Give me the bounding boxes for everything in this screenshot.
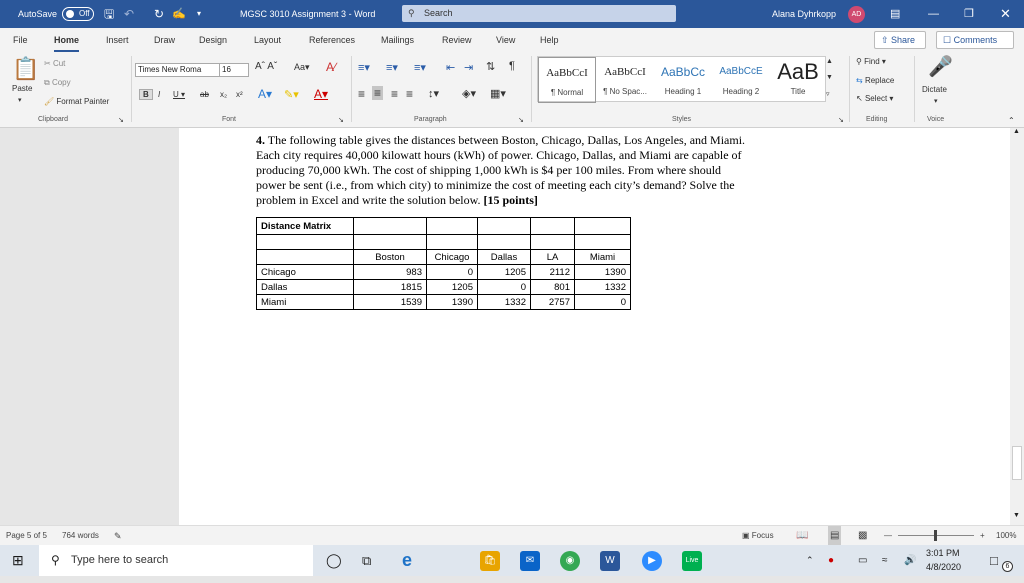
read-mode-icon[interactable]: 📖 <box>796 530 809 541</box>
microphone-icon[interactable]: 🎤 <box>928 56 953 78</box>
tab-references[interactable]: References <box>309 35 356 45</box>
column-header[interactable]: Boston <box>354 250 427 265</box>
title-bar <box>0 0 1024 28</box>
word-count[interactable]: 764 words <box>62 531 99 540</box>
table-cell[interactable]: 1539 <box>354 295 427 310</box>
align-right-icon[interactable]: ≡ <box>391 87 399 101</box>
bullets-icon[interactable]: ≡▾ <box>358 62 370 74</box>
style-no-spacing[interactable]: AaBbCcI ¶ No Spac... <box>603 66 647 96</box>
subscript-button[interactable]: x₂ <box>220 90 228 99</box>
search-placeholder: Search <box>424 8 453 18</box>
table-header-row <box>257 250 631 265</box>
table-cell[interactable]: 2757 <box>531 295 575 310</box>
security-tray-icon[interactable]: ● <box>828 555 835 566</box>
avatar[interactable]: AD <box>848 6 865 23</box>
chrome-icon[interactable]: ◉ <box>560 551 580 571</box>
taskbar-search-placeholder: Type here to search <box>71 554 169 566</box>
font-size-input[interactable]: 16 <box>219 63 249 77</box>
autosave-toggle[interactable] <box>62 7 94 21</box>
font-color-icon[interactable]: A▾ <box>314 87 329 101</box>
table-cell[interactable]: 1205 <box>478 265 531 280</box>
question-points: [15 points] <box>483 193 538 207</box>
tab-view[interactable]: View <box>496 35 516 45</box>
table-cell[interactable]: 983 <box>354 265 427 280</box>
table-cell[interactable] <box>531 218 575 235</box>
windows-start-icon[interactable]: ⊞ <box>12 552 24 568</box>
align-center-icon[interactable]: ≡ <box>374 86 382 100</box>
brush-icon: 🖌 <box>44 97 57 106</box>
search-box[interactable] <box>402 5 676 22</box>
column-header[interactable]: Dallas <box>478 250 531 265</box>
status-bar <box>0 525 1024 545</box>
wifi-icon[interactable]: ≈ <box>882 555 888 566</box>
tab-file[interactable]: File <box>13 35 28 45</box>
italic-button[interactable]: I <box>158 90 161 99</box>
style-title[interactable]: AaB Title <box>777 59 819 96</box>
table-cell[interactable]: 1332 <box>575 280 631 295</box>
voice-group-label: Voice <box>927 116 945 123</box>
font-launcher-icon[interactable]: ↘ <box>338 117 344 124</box>
scroll-down-icon[interactable]: ▼ <box>1013 512 1020 519</box>
underline-button[interactable]: U ▾ <box>173 90 186 99</box>
scroll-up-icon[interactable]: ▲ <box>1013 128 1020 135</box>
tab-insert[interactable]: Insert <box>106 35 129 45</box>
share-icon: ⇧ <box>881 35 892 45</box>
styles-scroll-up-icon[interactable]: ▲ <box>826 58 833 65</box>
column-header[interactable]: Chicago <box>427 250 478 265</box>
table-cell[interactable]: 2112 <box>531 265 575 280</box>
align-left-icon[interactable]: ≡ <box>358 87 366 101</box>
table-cell[interactable] <box>257 235 354 250</box>
format-painter-button[interactable]: 🖌 Format Painter <box>44 97 110 106</box>
copy-icon: ⧉ <box>44 78 52 87</box>
shading-icon[interactable]: ◈▾ <box>462 88 476 100</box>
volume-icon[interactable]: 🔊 <box>904 555 917 566</box>
divider <box>849 56 850 122</box>
grow-font-icon[interactable]: Aˆ Aˇ <box>255 61 278 72</box>
save-icon[interactable]: 🖫 <box>104 7 115 21</box>
table-cell[interactable]: 1390 <box>427 295 478 310</box>
superscript-button[interactable]: x² <box>236 90 243 99</box>
table-row <box>257 295 631 310</box>
dictate-dropdown-icon[interactable]: ▾ <box>934 98 938 105</box>
table-cell[interactable]: 0 <box>427 265 478 280</box>
tab-help[interactable]: Help <box>540 35 559 45</box>
table-row <box>257 235 631 250</box>
document-title: MGSC 3010 Assignment 3 - Word <box>240 9 376 19</box>
styles-launcher-icon[interactable]: ↘ <box>838 117 844 124</box>
divider <box>531 56 532 122</box>
restore-icon[interactable]: ❐ <box>964 8 974 20</box>
editing-group-label: Editing <box>866 116 888 123</box>
vertical-scrollbar[interactable] <box>1010 128 1024 525</box>
clock-date[interactable]: 4/8/2020 <box>926 562 962 572</box>
collapse-ribbon-icon[interactable]: ⌃ <box>1008 116 1015 125</box>
replace-button[interactable]: ⇆ Replace <box>856 76 895 85</box>
table-cell[interactable] <box>354 235 427 250</box>
taskbar-search-box[interactable] <box>39 545 313 576</box>
table-row <box>257 265 631 280</box>
table-cell[interactable] <box>575 218 631 235</box>
mail-icon[interactable]: ✉ <box>520 551 540 571</box>
cursor-icon: ↖ <box>856 94 865 103</box>
tab-review[interactable]: Review <box>442 35 472 45</box>
divider <box>351 56 352 122</box>
question-paragraph[interactable] <box>256 133 746 208</box>
focus-button[interactable]: ▣ Focus <box>742 531 774 540</box>
ribbon-tabs <box>0 28 1024 52</box>
table-cell[interactable]: 0 <box>478 280 531 295</box>
find-icon: ⚲ <box>856 57 865 66</box>
bold-button[interactable]: B <box>139 89 153 100</box>
font-group-label: Font <box>222 116 237 123</box>
style-normal[interactable]: AaBbCcI ¶ Normal <box>538 57 596 103</box>
focus-icon: ▣ <box>742 531 752 540</box>
highlight-icon[interactable]: ✎▾ <box>284 89 299 101</box>
table-row <box>257 218 631 235</box>
row-header[interactable]: Dallas <box>257 280 354 295</box>
numbering-icon[interactable]: ≡▾ <box>386 62 398 74</box>
cortana-icon[interactable]: ◯ <box>326 552 342 568</box>
share-label: Share <box>891 35 916 45</box>
zoom-level[interactable]: 100% <box>996 531 1017 540</box>
justify-icon[interactable]: ≡ <box>406 87 414 101</box>
print-layout-icon[interactable]: ▤ <box>828 526 841 546</box>
style-heading-1[interactable]: AaBbCc Heading 1 <box>660 65 706 96</box>
table-cell[interactable] <box>427 218 478 235</box>
table-cell[interactable]: 1332 <box>478 295 531 310</box>
borders-icon[interactable]: ▦▾ <box>490 88 506 100</box>
decrease-indent-icon[interactable]: ⇤ <box>446 62 456 74</box>
comments-label: Comments <box>953 35 998 45</box>
row-header[interactable]: Chicago <box>257 265 354 280</box>
multilevel-list-icon[interactable]: ≡▾ <box>414 62 426 74</box>
tab-home[interactable]: Home <box>54 28 79 52</box>
redo-icon[interactable]: ↻ <box>154 7 165 21</box>
table-cell[interactable]: 1390 <box>575 265 631 280</box>
divider <box>914 56 915 122</box>
comments-button[interactable] <box>936 31 1014 49</box>
customize-toolbar-icon[interactable]: ▾ <box>197 9 202 18</box>
ribbon <box>0 52 1024 128</box>
paste-label[interactable]: Paste <box>12 84 33 93</box>
paragraph-group-label: Paragraph <box>414 116 447 123</box>
table-title-cell[interactable]: Distance Matrix <box>257 218 354 235</box>
autosave-label: AutoSave <box>18 9 58 19</box>
tab-layout[interactable]: Layout <box>254 35 282 45</box>
tray-overflow-icon[interactable]: ⌃ <box>806 555 814 565</box>
ribbon-display-icon[interactable]: ▤ <box>890 8 901 20</box>
task-view-icon[interactable]: ⧉ <box>362 553 372 568</box>
edge-icon[interactable]: e <box>402 550 413 570</box>
table-cell[interactable] <box>531 235 575 250</box>
table-cell[interactable] <box>427 235 478 250</box>
close-icon[interactable]: ✕ <box>1000 6 1011 21</box>
zoom-app-icon[interactable]: ▶ <box>642 551 662 571</box>
styles-scroll-down-icon[interactable]: ▼ <box>826 74 833 81</box>
autosave-state: Off <box>79 9 90 18</box>
paragraph-launcher-icon[interactable]: ↘ <box>518 117 524 124</box>
search-icon: ⚲ <box>51 553 60 567</box>
paste-icon[interactable]: 📋 <box>12 56 40 81</box>
touch-mode-icon[interactable]: ✍ <box>172 8 186 20</box>
font-name-input[interactable]: Times New Roma <box>135 63 220 77</box>
styles-group-label: Styles <box>672 116 692 123</box>
cut-button[interactable]: ✂ Cut <box>44 59 66 68</box>
store-icon[interactable]: 🛍 <box>480 551 500 571</box>
table-cell[interactable]: 1205 <box>427 280 478 295</box>
dictate-label[interactable]: Dictate <box>922 85 947 94</box>
notification-badge: 6 <box>1002 561 1013 572</box>
table-row <box>257 280 631 295</box>
divider <box>131 56 132 122</box>
live-app-icon[interactable]: Live <box>682 551 702 571</box>
style-heading-2[interactable]: AaBbCcE Heading 2 <box>719 66 763 96</box>
change-case-icon[interactable]: Aa▾ <box>294 62 310 72</box>
scroll-thumb[interactable] <box>1012 446 1022 480</box>
row-header[interactable]: Miami <box>257 295 354 310</box>
tab-draw[interactable]: Draw <box>154 35 176 45</box>
taskbar <box>0 545 1024 576</box>
clipboard-launcher-icon[interactable]: ↘ <box>118 117 124 124</box>
toggle-knob <box>66 10 74 18</box>
pilcrow-icon[interactable]: ¶ <box>509 60 515 72</box>
zoom-out-icon[interactable]: — <box>884 531 892 540</box>
sort-icon[interactable]: ⇅ <box>486 61 496 73</box>
notification-icon[interactable]: □ <box>990 553 998 568</box>
distance-matrix-table[interactable] <box>256 217 631 310</box>
page-indicator[interactable]: Page 5 of 5 <box>6 531 47 540</box>
table-cell[interactable] <box>354 218 427 235</box>
table-cell[interactable]: 801 <box>531 280 575 295</box>
column-header[interactable]: LA <box>531 250 575 265</box>
table-cell[interactable] <box>478 218 531 235</box>
table-cell[interactable] <box>478 235 531 250</box>
table-cell[interactable] <box>257 250 354 265</box>
paste-dropdown-icon[interactable]: ▾ <box>18 97 22 104</box>
tab-mailings[interactable]: Mailings <box>381 35 415 45</box>
find-button[interactable]: ⚲ Find ▾ <box>856 57 886 66</box>
column-header[interactable]: Miami <box>575 250 631 265</box>
zoom-in-icon[interactable]: + <box>980 531 985 540</box>
styles-more-icon[interactable]: ▿ <box>826 91 830 98</box>
increase-indent-icon[interactable]: ⇥ <box>464 62 474 74</box>
proofing-icon[interactable]: ✎ <box>114 531 122 541</box>
scissors-icon: ✂ <box>44 59 53 68</box>
undo-icon[interactable]: ↶ <box>124 7 135 21</box>
comment-icon: ☐ <box>943 35 954 45</box>
clock-time[interactable]: 3:01 PM <box>926 548 960 558</box>
word-taskbar-icon[interactable]: W <box>600 551 620 571</box>
line-spacing-icon[interactable]: ↕▾ <box>428 88 440 100</box>
battery-icon[interactable]: ▭ <box>858 555 868 566</box>
table-cell[interactable]: 0 <box>575 295 631 310</box>
tab-design[interactable]: Design <box>199 35 228 45</box>
question-text: The following table gives the distances between Boston, Chicago, Dallas, Los Angeles, and Miami. Each city requires 40,000 kilowatt hours (kWh) of power. Chicago, Dallas, and Miami are capable of producing 70,000 kWh. The cost of shipping 1,000 kWh is $4 per 100 miles. From where should power be sent (i.e., from which city) to minimize the cost of meeting each city’s demand? Solve the problem in Excel and write the solution below. <box>256 133 746 207</box>
web-layout-icon[interactable]: ▩ <box>858 530 868 541</box>
clipboard-group-label: Clipboard <box>38 116 68 123</box>
user-name[interactable]: Alana Dyhrkopp <box>772 9 837 19</box>
clear-formatting-icon[interactable]: A∕ <box>326 60 337 74</box>
share-button[interactable] <box>874 31 926 49</box>
text-effects-icon[interactable]: A▾ <box>258 87 273 101</box>
select-button[interactable]: ↖ Select ▾ <box>856 94 894 103</box>
search-icon: ⚲ <box>408 8 415 18</box>
table-cell[interactable] <box>575 235 631 250</box>
styles-gallery <box>537 56 826 102</box>
strikethrough-button[interactable]: ab <box>200 90 209 99</box>
copy-button[interactable]: ⧉ Copy <box>44 78 71 87</box>
replace-icon: ⇆ <box>856 76 865 85</box>
minimize-icon[interactable]: — <box>928 8 939 20</box>
question-number: 4. <box>256 133 265 147</box>
table-cell[interactable]: 1815 <box>354 280 427 295</box>
